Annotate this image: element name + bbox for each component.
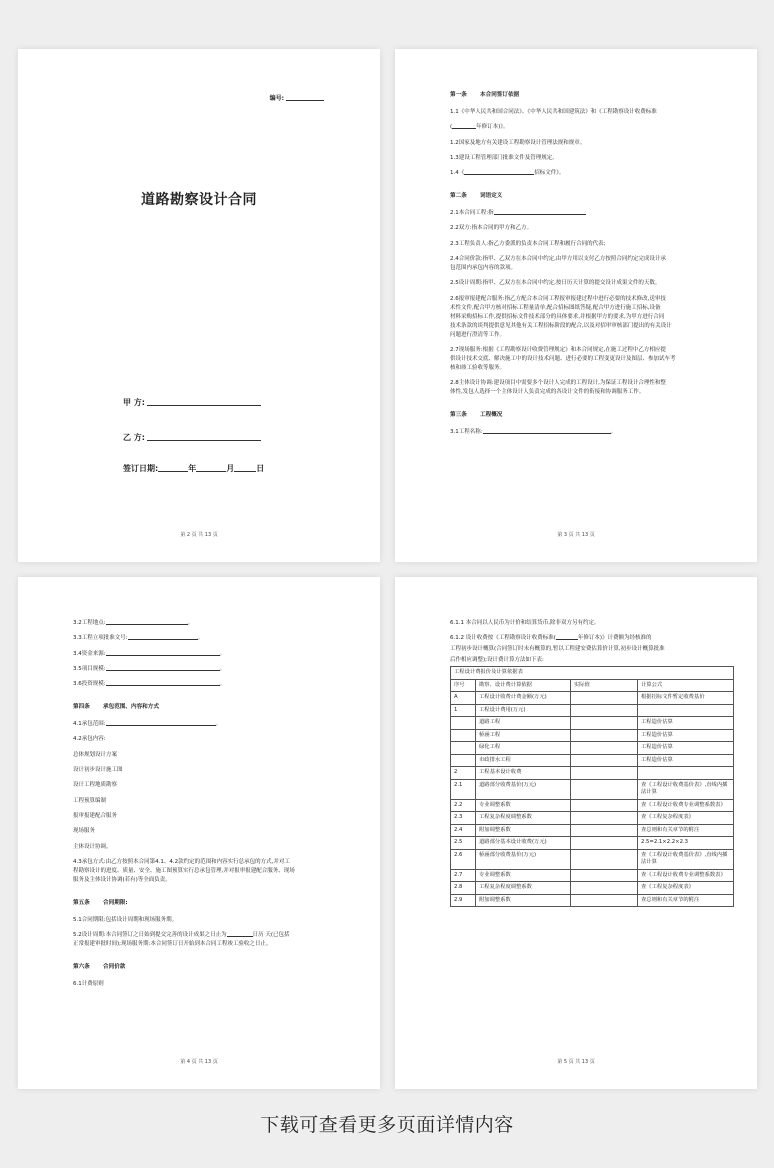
- table-cell: 桥涵工程: [476, 729, 571, 742]
- section-4-heading: 第四条 承包范围、内容和方式: [73, 704, 159, 711]
- table-cell: 2.4: [451, 824, 476, 837]
- table-cell: [571, 754, 638, 767]
- table-row: [451, 882, 734, 895]
- table-row: [451, 754, 734, 767]
- table-cell: 1: [451, 704, 476, 717]
- contract-number: 编号:: [270, 93, 324, 102]
- table-cell: [571, 869, 638, 882]
- list-item: 设计工程地质勘察: [73, 782, 118, 789]
- paragraph: 后作相应调整);设计费计算方法如下表:: [450, 657, 544, 664]
- table-row: [451, 692, 734, 705]
- page-number: 第 3 页 共 13 页: [557, 532, 595, 538]
- table-cell: 查《工程复杂程度表》: [638, 812, 734, 825]
- table-cell: 工程造价估算: [638, 754, 734, 767]
- table-cell: [571, 799, 638, 812]
- table-cell: 2.7: [451, 869, 476, 882]
- paragraph: 1.2国家及地方有关建设工程勘察设计管理法规和规章。: [450, 139, 586, 146]
- document-title: 道路勘察设计合同: [141, 192, 257, 208]
- table-cell: 2.3: [451, 812, 476, 825]
- paragraph: 4.1承包范围: 。: [73, 721, 222, 728]
- paragraph: 3.3工程立项批准文号: 。: [73, 635, 204, 642]
- document-page-cover: [18, 49, 380, 562]
- paragraph: ( 年修订本)》。: [450, 124, 509, 131]
- document-page-4: [395, 577, 757, 1089]
- table-cell: [571, 717, 638, 730]
- table-cell: 查总则和有关章节的附注: [638, 894, 734, 907]
- table-row: [451, 837, 734, 850]
- paragraph: 6.1.1 本合同以人民币为计价和结算货币,除非双方另有约定。: [450, 620, 600, 626]
- paragraph: 问题进行澄清等工作。: [450, 331, 506, 338]
- table-cell: 道路部分收费基价(万元): [476, 779, 571, 799]
- table-cell: 2.1: [451, 779, 476, 799]
- table-cell: 查《工程设计收费基价表》,直线内插法计算: [638, 779, 734, 799]
- table-cell: 2.8: [451, 882, 476, 895]
- table-cell: 工程设计费用(万元): [476, 704, 571, 717]
- sign-date-field: 签订日期: 年 月 日: [123, 464, 265, 473]
- table-cell: 桥涵部分收费基价(万元): [476, 849, 571, 869]
- table-cell: 查《工程设计收费专业调整系数表》: [638, 869, 734, 882]
- paragraph: 3.5项目规模: 。: [73, 665, 226, 672]
- table-row: [451, 824, 734, 837]
- table-cell: 工程设计收费计费金额(万元): [476, 692, 571, 705]
- paragraph: 2.4合同价款:指甲、乙双方在本合同中约定,由甲方用以支付乙方按照合同约定完成设计承: [450, 256, 666, 263]
- table-cell: 根据招标文件暂定收费基价: [638, 692, 734, 705]
- paragraph: 3.6投资规模: 。: [73, 681, 226, 688]
- section-2-heading: 第二条 词语定义: [450, 193, 503, 200]
- paragraph: 3.4资金来源: 。: [73, 650, 226, 657]
- paragraph: 工程初步设计概算(合同签订时未有概算的,暂以工程建安费估算价计算,初步设计概算批准: [450, 646, 665, 653]
- party-b-field: 乙 方:: [123, 432, 261, 443]
- table-cell: 工程造价估算: [638, 742, 734, 755]
- table-header-row: 序号 勘察、设计费计算依据 实际值 计算公式: [451, 679, 734, 692]
- paragraph: 6.1计费原则: [73, 981, 104, 988]
- paragraph: 技术条款的谈判提供意见其他有关工程招标阶段的配合,以及对招审审核部门提出的有关设计: [450, 322, 672, 329]
- list-item: 工程预算编制: [73, 797, 107, 804]
- table-cell: [571, 837, 638, 850]
- table-row: [451, 869, 734, 882]
- table-cell: 工程造价估算: [638, 717, 734, 730]
- paragraph: 程勘察设计的进度、质量、安全、施工图预算实行总承包管理,并对报审报建配合服务、现场: [73, 867, 295, 874]
- list-item: 报审报建配合服务: [73, 812, 118, 819]
- table-cell: 工程复杂程度调整系数: [476, 882, 571, 895]
- table-row: [451, 894, 734, 907]
- table-cell: 绿化工程: [476, 742, 571, 755]
- table-cell: 查《工程设计收费专业调整系数表》: [638, 799, 734, 812]
- party-a-field: 甲 方:: [123, 397, 261, 408]
- table-row: [451, 799, 734, 812]
- table-cell: 市政排水工程: [476, 754, 571, 767]
- table-row: [451, 704, 734, 717]
- table-cell: 查《工程设计收费基价表》,直线内插法计算: [638, 849, 734, 869]
- paragraph: 3.1工程名称: 。: [450, 429, 617, 436]
- table-cell: 专业调整系数: [476, 869, 571, 882]
- table-cell: 2.6: [451, 849, 476, 869]
- paragraph: 核和竣工验收等服务。: [450, 364, 506, 371]
- paragraph: 3.2工程地点: 。: [73, 620, 194, 626]
- table-cell: A: [451, 692, 476, 705]
- page-number: 第 2 页 共 13 页: [180, 532, 218, 538]
- document-page-2: [395, 49, 757, 562]
- list-item: 现场服务: [73, 828, 96, 835]
- table-cell: [451, 717, 476, 730]
- list-item: 主体设计协调。: [73, 843, 112, 850]
- list-item: 设计初步设计施工图: [73, 767, 123, 774]
- paragraph: 2.7现场服务:根据《工程勘察设计收费管理规定》和本合同规定,在施工过程中乙方相应提: [450, 346, 666, 353]
- table-cell: 2.5: [451, 837, 476, 850]
- table-row: [451, 717, 734, 730]
- paragraph: 2.1本合同工程:指: [450, 209, 717, 217]
- table-row: [451, 742, 734, 755]
- paragraph: 供设计技术交底、解决施工中的设计技术问题、进行必要的工程变更设计及图层、参加试车考: [450, 355, 676, 362]
- paragraph: 2.2双方:指本合同的甲方和乙方。: [450, 225, 533, 232]
- table-cell: 工程造价估算: [638, 729, 734, 742]
- table-cell: [571, 812, 638, 825]
- paragraph: 2.8主体设计协调:建设项目中需要多个设计人完成的工程设计,为保证工程设计合理性和整: [450, 380, 666, 387]
- page-number: 第 5 页 共 13 页: [557, 1059, 595, 1065]
- page-number: 第 4 页 共 13 页: [180, 1059, 218, 1065]
- paragraph: 4.2承包内容:: [73, 736, 106, 743]
- paragraph: 2.5设计周期:指甲、乙双方在本合同中约定,按日历天计算的提交设计成果文件的天数。: [450, 280, 661, 287]
- table-cell: 工程复杂程度调整系数: [476, 812, 571, 825]
- table-row: [451, 849, 734, 869]
- table-cell: [571, 692, 638, 705]
- table-cell: 附加调整系数: [476, 894, 571, 907]
- paragraph: 6.1.2 设计收费按《工程勘察设计收费标准( 年修订本)》计费额为经核准的: [450, 635, 652, 642]
- table-cell: [451, 742, 476, 755]
- table-cell: [571, 779, 638, 799]
- table-cell: 查《工程复杂程度表》: [638, 882, 734, 895]
- table-cell: [571, 767, 638, 780]
- table-row: [451, 729, 734, 742]
- download-more-caption: 下载可查看更多页面详情内容: [260, 1114, 514, 1136]
- table-cell: 附加调整系数: [476, 824, 571, 837]
- table-cell: 2: [451, 767, 476, 780]
- table-caption-row: 工程设计费报价及计算依据表: [451, 667, 734, 680]
- table-cell: [451, 754, 476, 767]
- fee-calculation-table: [450, 666, 734, 907]
- table-cell: 2.9: [451, 894, 476, 907]
- table-cell: 2.5=2.1×2.2×2.3: [638, 837, 734, 850]
- paragraph: 正常报建审批时间);现场服务期:本合同签订日开始到本合同工程竣工验收之日止。: [73, 941, 272, 948]
- paragraph: 术性文件,配合甲方核对招标工程量清单,配合招标图纸答疑,配合甲方进行施工招标,设备: [450, 304, 661, 311]
- table-cell: [571, 742, 638, 755]
- table-cell: [571, 849, 638, 869]
- table-cell: 2.2: [451, 799, 476, 812]
- table-cell: [571, 894, 638, 907]
- section-3-heading: 第三条 工程概况: [450, 412, 503, 419]
- table-cell: 道路部分基本设计收费(万元): [476, 837, 571, 850]
- paragraph: 体性,发包人选择一个主体设计人负责完成的各设计文件的衔接和协调服务工作。: [450, 389, 645, 396]
- paragraph: 1.3建设工程管理部门批准文件及管理规定。: [450, 154, 558, 161]
- table-cell: 道路工程: [476, 717, 571, 730]
- table-cell: [571, 704, 638, 717]
- paragraph: 包范围内承包内容的款项。: [450, 265, 517, 272]
- document-page-3: [18, 577, 380, 1089]
- fee-table-body: [451, 692, 734, 907]
- section-1-heading: 第一条 本合同签订依据: [450, 92, 520, 98]
- table-cell: 查总则和有关章节的附注: [638, 824, 734, 837]
- paragraph: 5.1合同期限:包括设计周期和现场服务期。: [73, 916, 178, 923]
- table-cell: [571, 729, 638, 742]
- table-cell: [638, 704, 734, 717]
- paragraph: 5.2设计周期:本合同签订之日始到提交完善的设计成果之日止为 日历 天(已包括: [73, 932, 290, 939]
- section-6-heading: 第六条 合同价款: [73, 964, 126, 971]
- table-cell: 专业调整系数: [476, 799, 571, 812]
- paragraph: 1.4《 招标文件》。: [450, 170, 565, 177]
- table-row: [451, 779, 734, 799]
- list-item: 总体规划设计方案: [73, 751, 118, 758]
- paragraph: 服务及主体设计协调(若有)等全面负责。: [73, 876, 171, 883]
- table-row: [451, 812, 734, 825]
- paragraph: 2.6报审报建配合服务:指乙方配合本合同工程报审报建过程中进行必要的技术修改,送审技: [450, 295, 666, 302]
- table-cell: [638, 767, 734, 780]
- paragraph: 2.3工程负责人:指乙方委派的负责本合同工程和履行合同的代表;: [450, 240, 606, 247]
- table-cell: [451, 729, 476, 742]
- table-cell: [571, 882, 638, 895]
- table-cell: [571, 824, 638, 837]
- section-5-heading: 第五条 合同期限:: [73, 899, 128, 906]
- paragraph: 1.1《中华人民共和国合同法》、《中华人民共和国建筑法》和《工程勘察设计收费标准: [450, 109, 657, 115]
- paragraph: 材料采购招标工作,提供招标文件技术部分的具体要求,并根据甲方的要求,为甲方进行合同: [450, 313, 665, 320]
- table-cell: 工程基本设计收费: [476, 767, 571, 780]
- paragraph: 4.3承包方式:由乙方按照本合同第4.1、4.2款约定的范围和内容实行总承包的方式,并对工: [73, 858, 290, 865]
- table-row: [451, 767, 734, 780]
